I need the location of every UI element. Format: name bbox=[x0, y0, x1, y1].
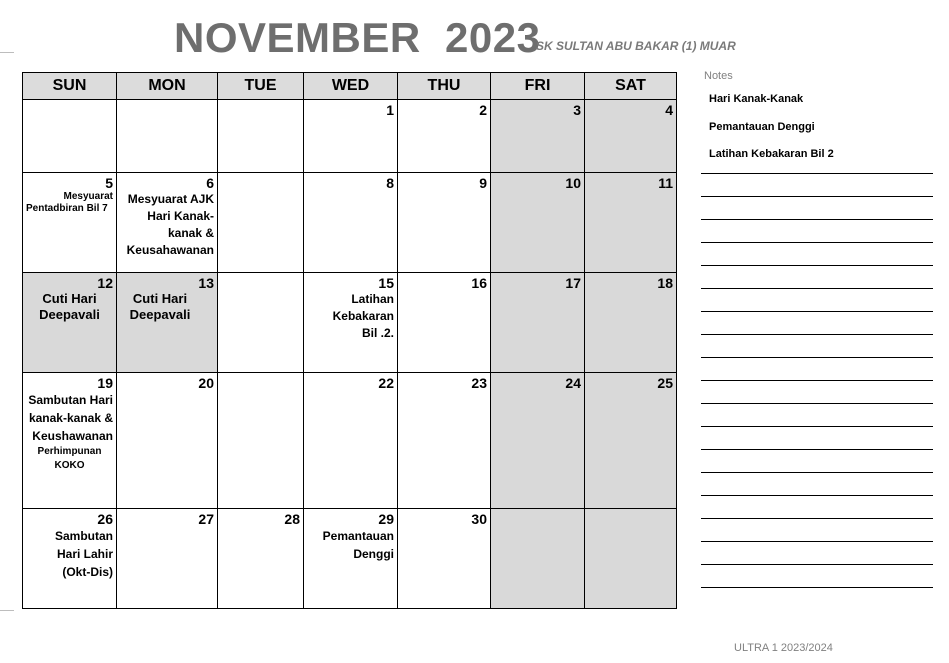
day-cell-holiday[interactable] bbox=[23, 273, 117, 373]
day-cell[interactable] bbox=[398, 373, 491, 509]
event-text: Pentadbiran Bil 7 bbox=[26, 203, 108, 214]
footer-text: ULTRA 1 2023/2024 bbox=[734, 642, 833, 654]
day-cell[interactable] bbox=[117, 373, 218, 509]
day-number: 2 bbox=[479, 102, 487, 118]
event-text: Mesyuarat AJK Hari Kanak-kanak & Keusahawanan bbox=[126, 192, 214, 257]
day-cell[interactable] bbox=[398, 273, 491, 373]
event-text: Sambutan Hari Lahir (Okt-Dis) bbox=[54, 529, 113, 579]
note-line[interactable] bbox=[701, 449, 933, 450]
margin-mark bbox=[0, 610, 14, 611]
weekday-tue: TUE bbox=[218, 73, 304, 100]
weekday-sat: SAT bbox=[585, 73, 677, 100]
note-line[interactable] bbox=[701, 541, 933, 542]
event-text: Cuti Hari Deepavali bbox=[39, 291, 100, 322]
day-cell[interactable] bbox=[23, 100, 117, 173]
event-text: Perhimpunan KOKO bbox=[37, 446, 102, 471]
day-number: 29 bbox=[378, 511, 394, 527]
day-number: 17 bbox=[565, 275, 581, 291]
day-number: 3 bbox=[573, 102, 581, 118]
week-row bbox=[23, 373, 677, 509]
day-number: 13 bbox=[198, 275, 214, 291]
day-cell-weekend[interactable] bbox=[585, 100, 677, 173]
day-cell-holiday[interactable] bbox=[117, 273, 218, 373]
day-number: 27 bbox=[198, 511, 214, 527]
day-cell[interactable] bbox=[23, 173, 117, 273]
weekday-fri: FRI bbox=[491, 73, 585, 100]
day-number: 11 bbox=[658, 175, 673, 191]
note-line[interactable] bbox=[701, 380, 933, 381]
day-cell-weekend[interactable] bbox=[491, 100, 585, 173]
day-number: 28 bbox=[284, 511, 300, 527]
margin-mark bbox=[0, 52, 14, 53]
week-row bbox=[23, 100, 677, 173]
event-text: Cuti Hari Deepavali bbox=[129, 291, 191, 322]
day-cell-weekend[interactable] bbox=[491, 273, 585, 373]
day-number: 19 bbox=[97, 375, 113, 391]
month-year-title: NOVEMBER 2023 bbox=[174, 14, 541, 61]
event-text: Sambutan Hari kanak-kanak & Keushawanan bbox=[28, 393, 113, 443]
weekday-mon: MON bbox=[117, 73, 218, 100]
day-cell[interactable] bbox=[218, 173, 304, 273]
note-line[interactable] bbox=[701, 357, 933, 358]
note-item: Latihan Kebakaran Bil 2 bbox=[709, 148, 834, 160]
day-cell[interactable] bbox=[398, 173, 491, 273]
note-line[interactable] bbox=[701, 495, 933, 496]
day-number: 24 bbox=[565, 375, 581, 391]
day-number: 9 bbox=[479, 175, 487, 191]
day-cell[interactable] bbox=[218, 509, 304, 609]
day-number: 10 bbox=[565, 175, 581, 191]
day-cell[interactable] bbox=[304, 173, 398, 273]
note-line[interactable] bbox=[701, 564, 933, 565]
day-cell[interactable] bbox=[304, 373, 398, 509]
note-line[interactable] bbox=[701, 472, 933, 473]
day-cell[interactable] bbox=[218, 273, 304, 373]
day-number: 30 bbox=[471, 511, 487, 527]
day-cell[interactable] bbox=[117, 509, 218, 609]
day-number: 26 bbox=[97, 511, 113, 527]
day-cell[interactable] bbox=[23, 373, 117, 509]
day-cell-weekend[interactable] bbox=[491, 373, 585, 509]
event-text: Mesyuarat bbox=[63, 191, 113, 202]
note-item: Hari Kanak-Kanak bbox=[709, 93, 804, 105]
note-line[interactable] bbox=[701, 242, 933, 243]
day-cell[interactable] bbox=[218, 100, 304, 173]
day-cell[interactable] bbox=[398, 509, 491, 609]
day-number: 5 bbox=[105, 175, 113, 191]
calendar-grid bbox=[22, 72, 677, 609]
weekday-thu: THU bbox=[398, 73, 491, 100]
day-cell-weekend[interactable] bbox=[491, 509, 585, 609]
day-number: 12 bbox=[97, 275, 113, 291]
note-line[interactable] bbox=[701, 311, 933, 312]
week-row bbox=[23, 273, 677, 373]
note-line[interactable] bbox=[701, 587, 933, 588]
day-cell[interactable] bbox=[218, 373, 304, 509]
notes-label: Notes bbox=[704, 70, 733, 82]
note-line[interactable] bbox=[701, 426, 933, 427]
day-cell[interactable] bbox=[117, 173, 218, 273]
day-number: 16 bbox=[471, 275, 487, 291]
school-name: SK SULTAN ABU BAKAR (1) MUAR bbox=[536, 39, 736, 53]
day-cell-weekend[interactable] bbox=[491, 173, 585, 273]
day-cell[interactable] bbox=[398, 100, 491, 173]
day-cell[interactable] bbox=[117, 100, 218, 173]
day-number: 25 bbox=[657, 375, 673, 391]
day-number: 4 bbox=[665, 102, 673, 118]
day-cell-weekend[interactable] bbox=[585, 273, 677, 373]
week-row bbox=[23, 509, 677, 609]
day-number: 18 bbox=[657, 275, 673, 291]
note-line[interactable] bbox=[701, 196, 933, 197]
weekday-wed: WED bbox=[304, 73, 398, 100]
note-line[interactable] bbox=[701, 334, 933, 335]
note-line[interactable] bbox=[701, 173, 933, 174]
note-line[interactable] bbox=[701, 265, 933, 266]
day-cell[interactable] bbox=[23, 509, 117, 609]
day-cell-weekend[interactable] bbox=[585, 509, 677, 609]
day-number: 1 bbox=[386, 102, 394, 118]
event-text: Pemantauan Denggi bbox=[322, 529, 394, 561]
note-line[interactable] bbox=[701, 518, 933, 519]
note-line[interactable] bbox=[701, 219, 933, 220]
weekday-sun: SUN bbox=[23, 73, 117, 100]
day-cell[interactable] bbox=[304, 273, 398, 373]
day-number: 20 bbox=[198, 375, 214, 391]
note-line[interactable] bbox=[701, 288, 933, 289]
day-number: 6 bbox=[206, 175, 214, 191]
note-item: Pemantauan Denggi bbox=[709, 121, 815, 133]
day-cell[interactable] bbox=[304, 100, 398, 173]
day-cell-weekend[interactable] bbox=[585, 173, 677, 273]
day-number: 8 bbox=[386, 175, 394, 191]
day-number: 23 bbox=[471, 375, 487, 391]
day-number: 22 bbox=[378, 375, 394, 391]
weekday-header-row bbox=[23, 73, 677, 100]
event-text: Latihan Kebakaran Bil .2. bbox=[332, 292, 394, 340]
week-row bbox=[23, 173, 677, 273]
note-line[interactable] bbox=[701, 403, 933, 404]
day-number: 15 bbox=[378, 275, 394, 291]
day-cell[interactable] bbox=[304, 509, 398, 609]
day-cell-weekend[interactable] bbox=[585, 373, 677, 509]
